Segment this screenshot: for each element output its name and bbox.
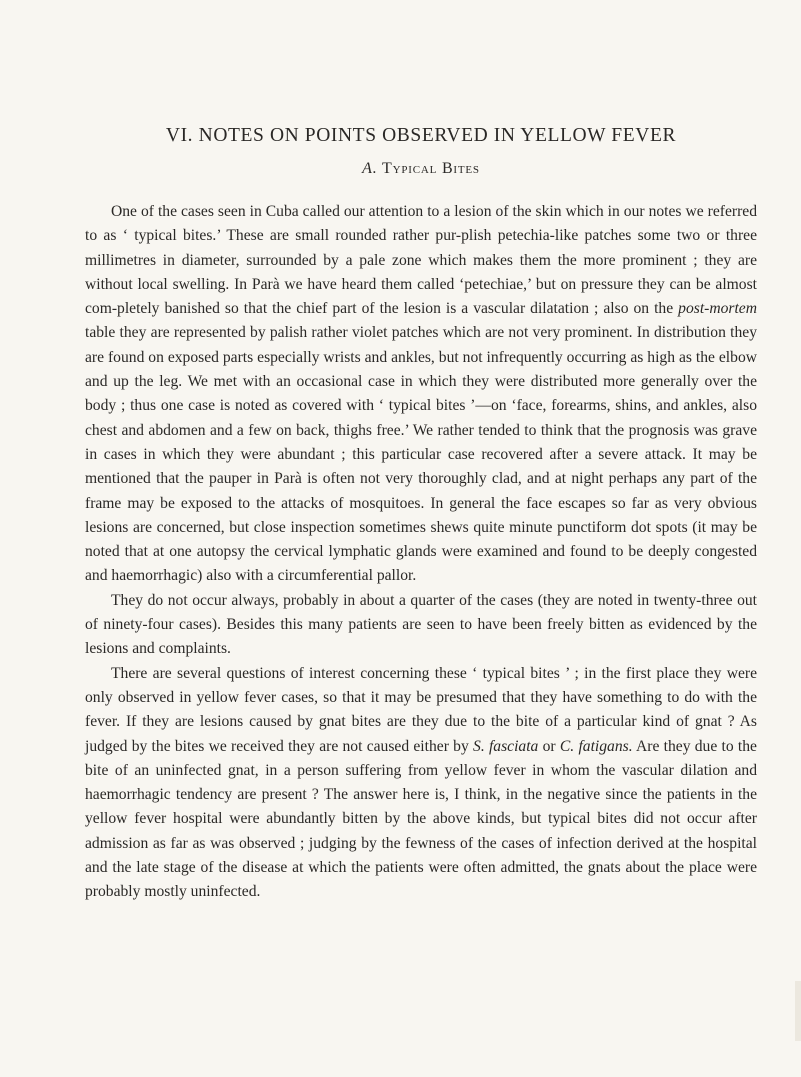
- section-title: Typical Bites: [382, 160, 480, 177]
- paragraph: [85, 589, 757, 662]
- body-text: [85, 200, 757, 905]
- paragraph: [85, 662, 757, 905]
- page-edge-shadow: [795, 981, 801, 1041]
- text-run: They do not occur always, probably in about a quarter of the cases (they are noted in twenty-three out of ninety-four cases). Besides this many patients are seen to have been freely bitten as evidenced by the lesions and complaints.: [85, 591, 757, 658]
- page-content: [85, 122, 757, 905]
- section-heading: [85, 158, 757, 180]
- paragraph: [85, 200, 757, 589]
- italic-text: S. fasciata: [473, 737, 539, 755]
- text-run: table they are represented by palish rather violet patches which are not very prominent. In distribution they are found on exposed parts especially wrists and ankles, but not infrequently occurring as high as the elbow and up the leg. We met with an occasional case in which they were distributed more generally over the body ; thus one case is noted as covered with ‘ typical bites ’—on ‘face, forearms, shins, and ankles, also chest and abdomen and a few on back, thighs free.’ We rather tended to think that the prognosis was grave in cases in which they were abundant ; this particular case recovered after a severe attack. It may be mentioned that the pauper in Parà is often not very thoroughly clad, and at night perhaps any part of the frame may be exposed to the attacks of mosquitoes. In general the face escapes so far as very obvious lesions are concerned, but close inspection sometimes shews quite minute punctiform dot spots (it may be noted that at one autopsy the cervical lymphatic glands were examined and found to be deeply congested and haemorrhagic) also with a circumferential pallor.: [85, 324, 757, 585]
- text-run: Are they due to the bite of an uninfected gnat, in a person suffering from yellow fever in whom the vascular dilation and haemorrhagic tendency are present ? The answer here is, I think, in the negative since the patients in the yellow fever hospital were abundantly bitten by the above kinds, but typical bites did not occur after admission as far as was observed ; judging by the fewness of the cases of infection derived at the hospital and the late stage of the disease at which the patients were often admitted, the gnats about the place were probably mostly uninfected.: [85, 737, 757, 901]
- italic-text: C. fatigans.: [559, 737, 633, 755]
- text-run: or: [538, 737, 560, 755]
- section-letter: A.: [362, 160, 378, 177]
- chapter-title: VI. NOTES ON POINTS OBSERVED IN YELLOW FEVER: [165, 125, 677, 146]
- text-run: There are several questions of interest concerning these ‘ typical bites ’ ; in the first place they were only observed in yellow fever cases, so that it may be presumed that they have something to do with the fever. If they are lesions caused by gnat bites are they due to the bite of a particular kind of gnat ? As judged by the bites we received they are not caused either by: [85, 664, 757, 755]
- italic-text: post-mortem: [678, 300, 757, 318]
- text-run: One of the cases seen in Cuba called our attention to a lesion of the skin which in our notes we referred to as ‘ typical bites.’ These are small rounded rather pur-plish petechia-like patches some two or three millimetres in diameter, surrounded by a pale zone which makes them the more prominent ; they are without local swelling. In Parà we have heard them called ‘petechiae,’ but on pressure they can be almost com-pletely banished so that the chief part of the lesion is a vascular dilatation ; also on the: [85, 203, 757, 318]
